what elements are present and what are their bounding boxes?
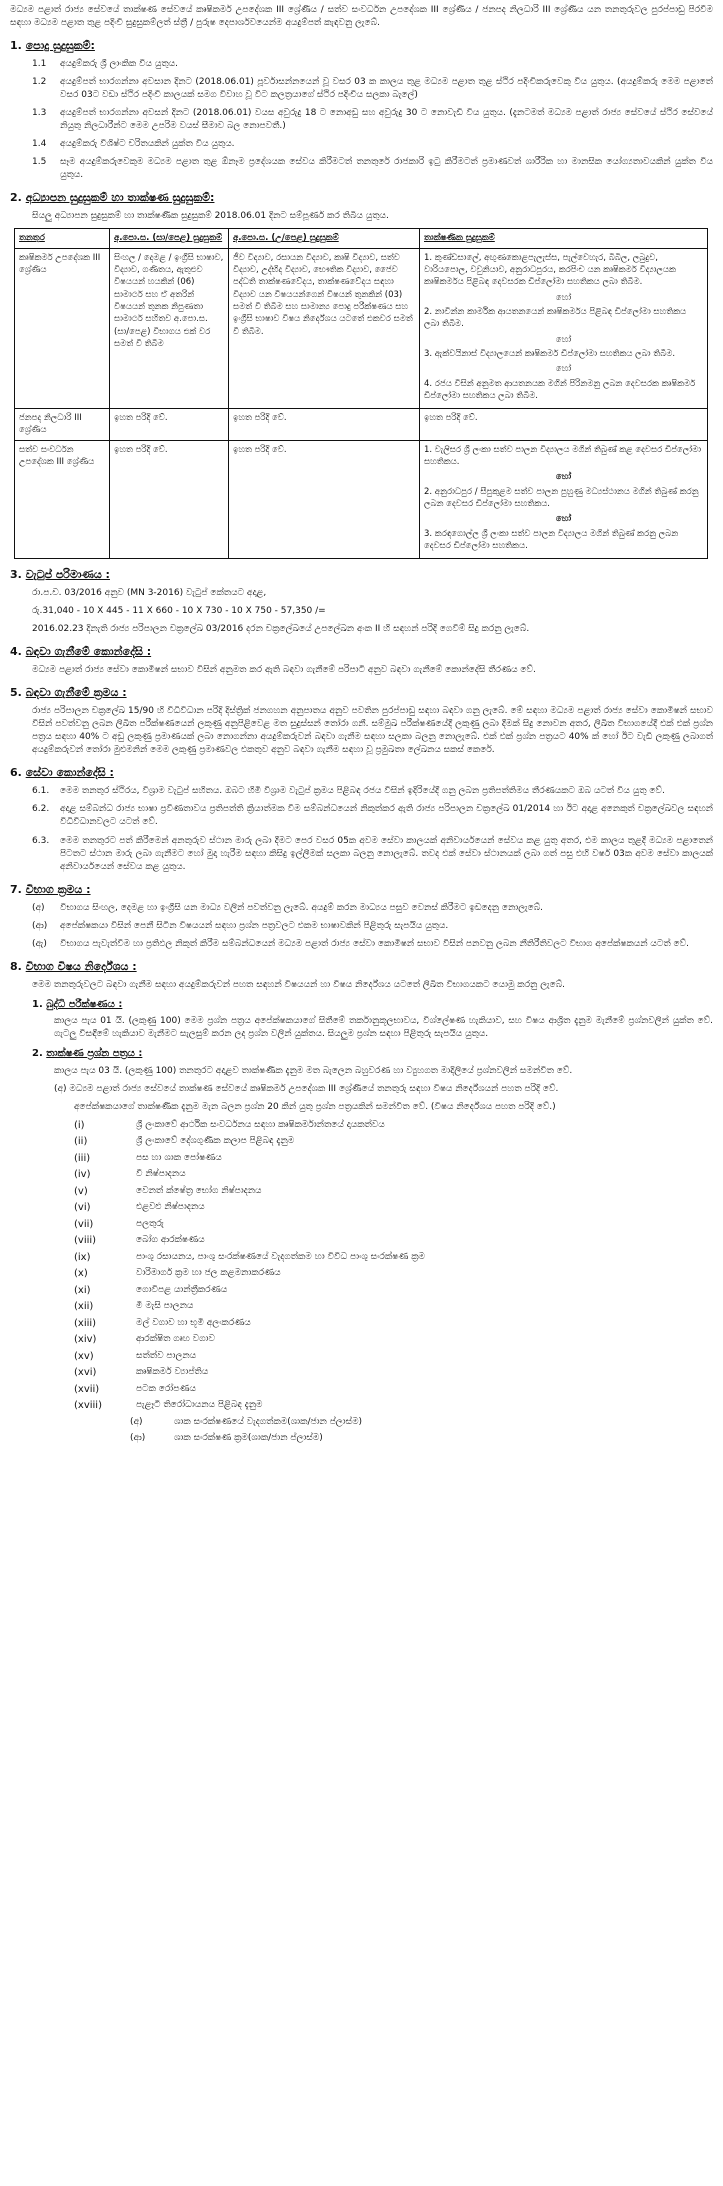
- subject-number: (xiii): [74, 1317, 97, 1329]
- cell-ol: සිංහල / දෙමළ / ඉංග්‍රීසි භාෂාව, විද්‍යාව, ගණිතය, ඇතුළුව විෂයයන් හයකින් (06) සාමාර්ථ සහ ඒ අතරින් විෂයයන් තුනක නිපුණතා සාමාර්ථ සහිතව අ.පො.ස. (සා/පෙළ) විභාගය එක් වර සමත් වී තිබීම: [110, 248, 229, 408]
- item-number: 1.5: [32, 157, 47, 168]
- or-separator: හෝ: [555, 364, 572, 375]
- section-recruitment-method-heading: [10, 685, 713, 701]
- item-number: 1.4: [32, 139, 47, 150]
- section-text: මධ්‍යම පළාත් රාජ්‍ය සේවා කොමිෂන් සභාව විසින් අනුමත කර ඇති බඳවා ගැනීමේ පරිපාටි අනුව බඳවා ගැනීමේ කොන්දේසි තීරණය වේ.: [32, 665, 536, 676]
- item-text: විභාගය පැවැත්වීම හා ප්‍රතිඵල නිකුත් කිරීම සම්බන්ධයෙන් මධ්‍යම පළාත් රාජ්‍ය සේවා කොමිෂන් සභාව විසින් පනවනු ලබන නීතිරීතිවලට විභාග අපේක්ෂකයන් යටත් වේ.: [60, 938, 689, 949]
- subject-text: ශ්‍රී ලංකාවේ දේශගුණික කලාප පිළිබඳ දැනුම: [136, 1136, 295, 1147]
- table-row: [15, 248, 708, 408]
- cell-post: ජනපද නිලධාරි III ශ්‍රේණිය: [15, 409, 110, 441]
- subject-text: කෘෂිකර්ම ව්‍යාප්තිය: [136, 1367, 209, 1378]
- cell-post: සත්ව සංවර්ධන උපදේශක III ශ්‍රේණිය: [15, 440, 110, 559]
- section-recruitment-conditions-heading: [10, 644, 713, 660]
- syllabus-subject: [74, 1383, 713, 1398]
- subject-text: මල් වගාව හා භූමි අලංකරණය: [136, 1317, 251, 1328]
- syllabus-subject: [74, 1284, 713, 1299]
- section-title: වැටුප් පරිමාණය :: [25, 568, 110, 582]
- subject-number: (iv): [74, 1169, 91, 1181]
- section-intro: මෙම තනතුරුවලට බඳවා ගැනීම සඳහා අයදුම්කරුවන් පහත සඳහන් විෂයයන් හා විෂය නිර්දේශය යටතේ ලිඛිත විභාගයකට යොමු කරනු ලැබේ.: [32, 979, 566, 990]
- column-header-al: අ.පො.ස. (උ/පෙළ) සුදුසුකම්: [229, 229, 420, 248]
- item-text: විභාගය සිංහල, දෙමළ හා ඉංග්‍රීසි යන මාධ්‍ය වලින් පවත්වනු ලැබේ. අයදුම් කරන මාධ්‍යය පසුව වෙනස් කිරීමට ඉඩදෙනු නොලැබේ.: [60, 902, 544, 913]
- qualifications-table: [14, 228, 708, 559]
- table-row: [15, 409, 708, 441]
- list-item: [32, 920, 713, 933]
- salary-scale-line: රු.31,040 - 10 X 445 - 11 X 660 - 10 X 730 - 10 X 750 - 57,350 /=: [32, 606, 326, 617]
- syllabus-part-a-text: (අ) මධ්‍යම පළාත් රාජ්‍ය සේවයේ තාක්ෂණ සේවයේ කෘෂිකර්ම උපදේශක III ශ්‍රේණියේ තනතුරු සඳහා විෂය නිර්දේශයන් පහත පරිදි වේ.: [54, 1083, 559, 1094]
- syllabus-subject: [74, 1234, 713, 1249]
- item-number: 1.1: [32, 59, 47, 70]
- item-text: අයදුම්කරු විශිෂ්ට චරිතයකින් යුක්ත විය යුතුය.: [60, 139, 235, 150]
- item-text: මෙම තනතුරට පත් කිරීමෙන් අනතුරුව ස්ථාන මාරු ලබා දීමට පෙර වසර 05ක අවම සේවා කාලයක් අනිවාර්යයෙන් සේවය කළ යුතු අතර, එම කාලය තුළදී මධ්‍යම පළාතෙන් පිටතට ස්ථාන මාරු ලබා ගැනීමට හෝ මුදා හැරීම සඳහා කිසිදු ඉල්ලීමක් සලකා බලනු නොලැබේ. තවද එක් සේවා ස්ථානයක් ලබා ගත් පසු එහි වර්ෂ 03ක අවම සේවා කාලයක් අනිවාර්යයෙන් සේවය කළ යුතුය.: [60, 835, 713, 872]
- subject-text: පටක රෝපණය: [136, 1383, 196, 1394]
- syllabus-subject: [74, 1201, 713, 1216]
- subject-number: (ix): [74, 1251, 91, 1263]
- subject-number: (xviii): [74, 1400, 102, 1412]
- or-separator: හෝ: [555, 472, 572, 483]
- list-item: [32, 138, 713, 151]
- sub-item-text: ශාක සංරක්ෂණ ක්‍රම(ශාක/ජාන ප්ලාස්ම): [174, 1433, 323, 1444]
- section-number: 4.: [10, 645, 22, 659]
- section-salary-scale-heading: [10, 567, 713, 583]
- subsection-text: කාලය පැය 03 යි. (ලකුණු 100) තනතුරට අදාළව තාක්ෂණික දැනුම මත බැලෙන බහුවරණ හා ව්‍යුහගත මාදිලියේ ප්‍රශ්නවලින් සමන්විත වේ.: [54, 1065, 573, 1076]
- table-row: [15, 440, 708, 559]
- or-separator: හෝ: [555, 514, 572, 525]
- subject-text: වාරිමාර්ග ක්‍රම හා ජල කළමනාකරණය: [136, 1268, 281, 1279]
- sub-item-letter: (අ): [130, 1416, 143, 1427]
- section-title: අධ්‍යාපන සුදුසුකම් හා තාක්ෂණ සුදුසුකම්:: [25, 191, 215, 205]
- item-number: 6.1.: [32, 786, 50, 797]
- column-header-ol: අ.පො.ස. (සා/පෙළ) සුදුසුකම්: [110, 229, 229, 248]
- section-title: විභාග ක්‍රමය :: [25, 882, 91, 896]
- syllabus-subject: [74, 1185, 713, 1200]
- list-item: [32, 76, 713, 102]
- subject-text: මී මැසි පාලනය: [136, 1301, 194, 1312]
- subsection-title: බුද්ධි පරීක්ෂණය :: [46, 998, 123, 1010]
- subsection-number: 2.: [32, 1048, 43, 1060]
- technical-option: 4. රජය විසින් අනුමත ආයතනයක මගින් පිරිනමනු ලබන දෙවසරක කෘෂිකර්ම ඩිප්ලෝමා සහතිකය ලබා තිබීම.: [424, 378, 696, 401]
- cell-technical: [420, 440, 708, 559]
- syllabus-subject: [74, 1168, 713, 1183]
- item-number: 1.3: [32, 108, 47, 119]
- section-text: රාජ්‍ය පරිපාලන චක්‍රලේඛ 15/90 හි විධිවිධාන පරිදි දිස්ත්‍රික් ජනගහන අනුපාතය අනුව පවතින පුරප්පාඩු සඳහා බඳවා ගනු ලැබේ. මේ සඳහා මධ්‍යම පළාත් රාජ්‍ය සේවා කොමිෂන් සභාව විසින් පවත්වනු ලබන ලිඛිත පරීක්ෂණයෙන් ලකුණු අනුපිළිවෙළ මත සුදුස්සන් තෝරා ගනී. සම්මුඛ පරීක්ෂණයේදී ලකුණු ලබා දීමක් සිදු නොවන අතර, ලිඛිත විභාගයේදී එක් එක් ප්‍රශ්න පත්‍රය සඳහා 40% ට අඩු ලකුණු ප්‍රමාණයක් ලබා නොගන්නා අයදුම්කරුවන් බඳවා ගැනීම සඳහා සලකා බලනු නොලැබේ. එක් එක් ප්‍රශ්න පත්‍රයට 40% ක් හෝ ඊට වැඩි ලකුණු ලබාගත් අයදුම්කරුවන් තෝරා මුළුමනින් මෙම ලකුණු ප්‍රමාණවල එකතුව අනුව බඳවා ගැනීම සඳහා වූ ප්‍රමුඛතා ලේඛනය සකස් කෙරේ.: [32, 706, 714, 756]
- subject-number: (xii): [74, 1301, 94, 1313]
- subject-text: එළවළු නිෂ්පාදනය: [136, 1202, 205, 1213]
- subject-text: බෝග ආරක්ෂණය: [136, 1235, 205, 1246]
- subject-text: ගොවිපළ යාන්ත්‍රීකරණය: [136, 1284, 228, 1295]
- subsection-technical-paper-heading: [32, 1047, 713, 1062]
- technical-option: 1. වැලිසර ශ්‍රී ලංකා සත්ව පාලන විද්‍යාලය මගින් තිබුණ් කළ දෙවසර ඩිප්ලෝමා සහතිකය.: [424, 444, 701, 468]
- subsection-intelligence-test-heading: [32, 998, 713, 1013]
- subject-number: (xvii): [74, 1383, 100, 1395]
- column-header-technical: තාක්ෂණික සුදුසුකම්: [420, 229, 708, 248]
- section-title: විභාග විෂය නිර්දේශය :: [25, 959, 137, 973]
- section-general-qualifications-heading: [10, 38, 713, 54]
- subject-text: ශ්‍රී ලංකාවේ ආර්ථික සංවර්ධනය සඳහා කෘෂිකර්මාන්තයේ දායකත්වය: [136, 1119, 385, 1130]
- section-title: පොදු සුදුසුකම්:: [25, 39, 95, 53]
- item-text: අයදුම්පත් භාරගන්නා අවසාන දිනට (2018.06.01) පූර්වාසන්නයෙන් වූ වසර 03 ක කාලය තුළ මධ්‍යම පළාත තුළ ස්ථිර පදිංචිකරුවෙකු විය යුතුය. (අයදුම්කරු මෙම පළාතේ වසර 03ට වඩා ස්ථිර පදිංචි කාලයක් සමග විවාහ වූ විට කලත්‍රයාගේ ස්ථිර පදිංචිය සලකා බැලේ): [60, 77, 713, 101]
- item-text: සෑම අයදුම්කරුවෙකුම මධ්‍යම පළාත තුළ ඕනෑම ප්‍රදේශයක සේවය කිරීමටත් තනතුරේ රාජකාරි ඉටු කිරීමටත් ප්‍රමාණවත් ශාරීරික හා මානසික යෝග්‍යතාවයකින් යුක්ත විය යුතුය.: [60, 157, 713, 181]
- table-header-row: [15, 229, 708, 248]
- section-number: 5.: [10, 686, 22, 700]
- subject-number: (ii): [74, 1136, 88, 1148]
- salary-payment-line: 2016.02.23 දිනැති රාජ්‍ය පරිපාලන චක්‍රලේඛ 03/2016 දරන චක්‍රලේඛයේ උපලේඛන අංක II හි සඳහන් පරිදි ගෙවීම් සිදු කරනු ලැබේ.: [32, 624, 530, 635]
- item-text: මෙම තනතුර ස්ථිරය, විශ්‍රාම වැටුප් සහිතය. ඔබට හිමි විශ්‍රාම වැටුප් ක්‍රමය පිළිබඳ රජය විසින් ඉදිරියේදී ගනු ලබන ප්‍රතිපත්තිමය තීරණයකට ඔබ යටත් විය යුතු වේ.: [60, 786, 665, 797]
- section-number: 6.: [10, 766, 22, 780]
- item-text: අදාළ සම්බන්ධ රාජ්‍ය භාෂා ප්‍රවීණතාවය ප්‍රතිපත්ති ක්‍රියාත්මක වීම සම්බන්ධයෙන් නිකුත්කර ඇති රාජ්‍ය පරිපාලන චක්‍රලේඛ 01/2014 හා ඊට අදාළ අනෙකුත් චක්‍රලේඛවල සඳහන් විධිවිධානවලට යටත් වේ.: [60, 804, 713, 828]
- syllabus-subject: [74, 1333, 713, 1348]
- or-separator: හෝ: [555, 334, 572, 345]
- section-number: 3.: [10, 568, 22, 582]
- sub-item-letter: (ආ): [130, 1433, 146, 1444]
- section-number: 1.: [10, 39, 22, 53]
- item-number: (ආ): [32, 920, 48, 931]
- section-note: සියලු අධ්‍යාපන සුදුසුකම් හා තාක්ෂණික සුදුසුකම් 2018.06.01 දිනට සම්පූර්ණ කර තිබිය යුතුය.: [32, 211, 389, 222]
- subject-number: (xiv): [74, 1334, 97, 1346]
- section-title: බඳවා ගැනීමේ ක්‍රමය :: [25, 686, 127, 700]
- cell-al: ජීව විද්‍යාව, රසායන විද්‍යාව, කෘෂි විද්‍යාව, සත්ව විද්‍යාව, උද්භිද විද්‍යාව, භෞතික විද්‍යාව, ජෛව පද්ධති තාක්ෂණවේදය, තාක්ෂණවේදය සඳහා විද්‍යාව යන විෂයයන්ගෙන් විෂයන් තුනකින් (03) සමත් වී තිබීම සහ සාමාන්‍ය පොදු පරීක්ෂණය සහ ඉංග්‍රීසි භාෂාව විෂය නිර්දේශය යටතේ එකවර සමත් වී තිබීම.: [229, 248, 420, 408]
- cell-technical: ඉහත පරිදි වේ.: [420, 409, 708, 441]
- syllabus-subject: [74, 1119, 713, 1134]
- technical-option: 2. අනුරාධපුර / සීපුකුළම සත්ව පාලන පුහුණු මධ්‍යස්ථානය මගින් තිබුණ් කරනු ලබන දෙවසර ඩිප්ලෝමා සහතිකය.: [424, 486, 699, 510]
- subject-number: (vii): [74, 1218, 94, 1230]
- technical-option: 3. කරඳගොල්ල ශ්‍රී ලංකා සත්ව පාලන විද්‍යාලය මගින් තිබුණ් කරනු ලබන දෙවසර ඩිප්ලෝමා සහතිකය.: [424, 528, 679, 551]
- technical-option: 2. නාවින්න කාර්මික ආයතනයෙන් කෘෂිකර්මය පිළිබඳ ඩිප්ලෝමා සහතිකය ලබා තිබීම.: [424, 306, 687, 330]
- subject-number: (xvi): [74, 1367, 97, 1379]
- technical-option: 1. කුණ්ඩසාලේ, අඟුණකොළපැලැස්ස, පැල්වෙහැර, බිබිල, ලබුදුව, වාරියපොල, වවුනියාව, අනුරාධපුරය, කරපිංච යන කෘෂිකර්ම විද්‍යාලයක කෘෂිකර්මය පිළිබඳ දෙවසරක ඩිප්ලෝමා සහතිකය ලබා තිබීම.: [424, 252, 676, 288]
- subject-number: (viii): [74, 1235, 97, 1247]
- subject-number: (x): [74, 1268, 88, 1280]
- subject-number: (v): [74, 1185, 88, 1197]
- section-number: 8.: [10, 959, 22, 973]
- syllabus-subject: [74, 1152, 713, 1167]
- subject-number: (xv): [74, 1350, 94, 1362]
- column-header-post: තනතුර: [15, 229, 110, 248]
- subject-text: පැළෑටි තිරෝධායනය පිළිබඳ දැනුම: [136, 1400, 263, 1411]
- section-title: බඳවා ගැනීමේ කොන්දේසි :: [25, 645, 152, 659]
- cell-al: ඉහත පරිදි වේ.: [229, 409, 420, 441]
- item-number: (ඇ): [32, 938, 47, 949]
- section-number: 7.: [10, 882, 22, 896]
- syllabus-part-a-note: අපේක්ෂකයාගේ තාක්ෂණික දැනුම මැන බලන ප්‍රශ්න 20 කින් යුතු ප්‍රශ්න පත්‍රයකින් සමන්විත වේ. (විෂය නිර්දේශය පහත පරිදි වේ.): [74, 1101, 556, 1112]
- item-number: 6.3.: [32, 835, 50, 846]
- subject-number: (iii): [74, 1152, 91, 1164]
- subject-number: (i): [74, 1119, 85, 1131]
- subject-text: පස හා ශාක පෝෂණය: [136, 1152, 222, 1163]
- section-service-conditions-heading: [10, 765, 713, 781]
- section-syllabus-heading: [10, 959, 713, 975]
- list-item: [32, 938, 713, 951]
- list-item: [32, 58, 713, 71]
- subject-text: සත්ත්ව පාලනය: [136, 1350, 197, 1361]
- list-item: [32, 902, 713, 915]
- syllabus-subject: [74, 1218, 713, 1233]
- list-item: [32, 107, 713, 133]
- subsection-text: කාලය පැය 01 යි. (ලකුණු 100) මෙම ප්‍රශ්න පත්‍රය අපේක්ෂකයාගේ සිතීමේ තර්කානුකූලභාවය, විශ්ලේෂණ හැකියාව, සහ විෂය ආශ්‍රිත දැනුම මැනීමේ ප්‍රශ්නවලින් යුක්ත වේ. ගැටලු විසඳීමේ හැකියාව මැනීමට සැලසුම් කරන ලද ප්‍රශ්න වලින් යුක්තය. සියලුම ප්‍රශ්න සඳහා පිළිතුරු සැපයිය යුතුය.: [54, 1016, 713, 1040]
- subsection-number: 1.: [32, 998, 43, 1010]
- syllabus-sub-item: [130, 1432, 713, 1445]
- subject-text: ආරක්ෂිත ගෘහ වගාව: [136, 1334, 215, 1345]
- or-separator: හෝ: [555, 292, 572, 303]
- section-number: 2.: [10, 191, 22, 205]
- list-item: [32, 803, 713, 829]
- subsection-title: තාක්ෂණ ප්‍රශ්න පත්‍රය :: [46, 1048, 143, 1060]
- subject-text: වෙනත් ක්ෂේත්‍ර භෝග නිෂ්පාදනය: [136, 1185, 262, 1196]
- syllabus-subject: [74, 1399, 713, 1414]
- subject-text: වී නිෂ්පාදනය: [136, 1169, 186, 1180]
- syllabus-subject: [74, 1350, 713, 1365]
- cell-ol: ඉහත පරිදි වේ.: [110, 409, 229, 441]
- syllabus-subject: [74, 1366, 713, 1381]
- item-text: අයදුම්පත් භාරගන්නා අවසන් දිනට (2018.06.01) වයස අවුරුදු 18 ට නොඅඩු සහ අවුරුදු 30 ට නොවැඩි විය යුතුය. (දැනටමත් මධ්‍යම පළාත් රාජ්‍ය සේවයේ ස්ථිර සේවයේ නියුතු නිලධාරීන්ට මෙම උපරිම වයස් සීමාව බල නොපවතී.): [60, 108, 713, 132]
- syllabus-subject: [74, 1317, 713, 1332]
- item-number: 6.2.: [32, 804, 50, 815]
- syllabus-subject: [74, 1135, 713, 1150]
- subject-text: පලතුරු: [136, 1218, 164, 1229]
- cell-ol: ඉහත පරිදි වේ.: [110, 440, 229, 559]
- sub-item-text: ශාක සංරක්ෂණයේ වැදගත්කම(ශාක/ජාන ප්ලාස්ම): [174, 1416, 363, 1427]
- subject-number: (xi): [74, 1284, 91, 1296]
- syllabus-subject: [74, 1251, 713, 1266]
- cell-post: කෘෂිකර්ම උපදේශක III ශ්‍රේණිය: [15, 248, 110, 408]
- syllabus-subject: [74, 1300, 713, 1315]
- intro-paragraph: මධ්‍යම පළාත් රාජ්‍ය සේවයේ තාක්ෂණ සේවයේ කෘෂිකර්ම උපදේශක III ශ්‍රේණිය / සත්ව සංවර්ධන උපදේශක III ශ්‍රේණිය / ජනපද නිලධාරි III ශ්‍රේණිය යන තනතුරුවල පුරප්පාඩු පිරවීම සඳහා මධ්‍යම පළාත තුළ පදිංචි සුදුසුකම්ලත් ස්ත්‍රී / පුරුෂ දෙපාර්ශවයෙන්ම අයදුම්පත් කැඳවනු ලැබේ.: [10, 5, 713, 29]
- subject-text: පාංශු රසායනය, පාංශු සංරක්ෂණයේ වැදගත්කම හා විවිධ පාංශු සංරක්ෂණ ක්‍රම: [136, 1251, 425, 1262]
- salary-circular-line: රා.ප.ච. 03/2016 අනුව (MN 3-2016) වැටුප් කේතයට අදාළ,: [32, 588, 267, 599]
- subject-number: (vi): [74, 1202, 91, 1214]
- syllabus-sub-item: [130, 1416, 713, 1429]
- item-number: 1.2: [32, 77, 47, 88]
- section-education-qualifications-heading: [10, 190, 713, 206]
- item-text: අයදුම්කරු ශ්‍රී ලාංකික විය යුතුය.: [60, 59, 178, 70]
- list-item: [32, 835, 713, 874]
- syllabus-subject: [74, 1267, 713, 1282]
- list-item: [32, 156, 713, 182]
- item-number: (අ): [32, 902, 45, 913]
- list-item: [32, 785, 713, 798]
- technical-option: 3. ඇක්වයිනාස් විද්‍යාලයෙන් කෘෂිකර්ම ඩිප්ලෝමා සහතිකය ලබා තිබීම.: [424, 348, 676, 359]
- item-text: අපේක්ෂකයා විසින් පෙනී සිටින විෂයයන් සඳහා ප්‍රශ්න පත්‍රවලට එකම භාෂාවකින් පිළිතුරු සැපයිය යුතුය.: [60, 920, 449, 931]
- section-exam-method-heading: [10, 882, 713, 898]
- section-title: සේවා කොන්දේසි :: [25, 766, 114, 780]
- cell-al: ඉහත පරිදි වේ.: [229, 440, 420, 559]
- cell-technical: [420, 248, 708, 408]
